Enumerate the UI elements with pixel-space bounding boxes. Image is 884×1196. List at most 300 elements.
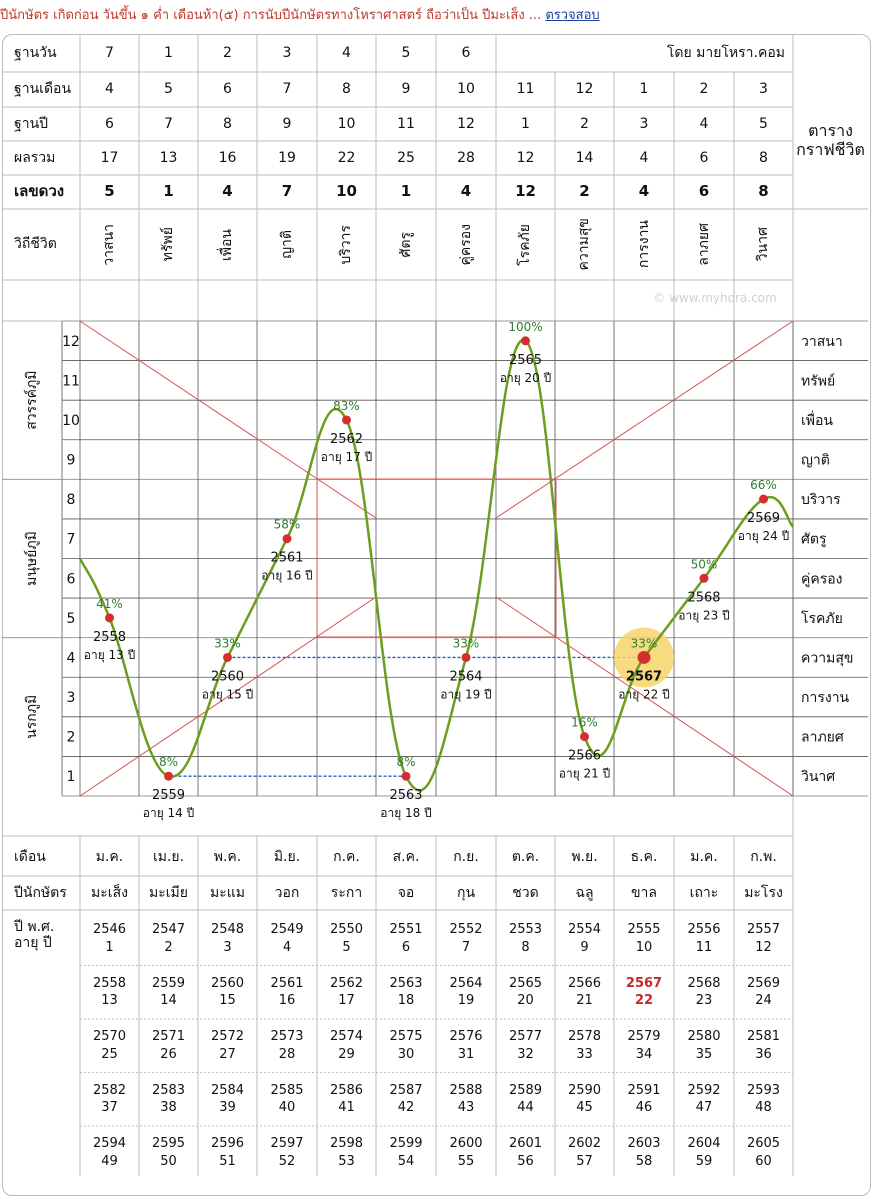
year-cell-value: 29 (338, 1046, 355, 1062)
year-cell-value: 60 (755, 1153, 772, 1169)
row-value: 6 (223, 81, 232, 98)
row-value: 6 (699, 149, 709, 166)
year-cell-value: 28 (278, 1046, 296, 1062)
row-value: 1 (521, 115, 530, 132)
row-value: 7 (282, 81, 292, 98)
row-value: 16 (218, 149, 237, 166)
data-point (580, 732, 589, 741)
data-point (283, 534, 292, 543)
year-cell (555, 1019, 614, 1073)
year-cell-value: 30 (397, 1046, 415, 1062)
point-age: อายุ 18 ปี (380, 806, 432, 821)
year-cell (80, 1073, 139, 1127)
year-cell-value: 24 (755, 993, 772, 1009)
year-cell-value: 7 (461, 939, 471, 955)
year-cell-value: 2547 (151, 922, 186, 938)
year-cell (139, 966, 198, 1020)
year-cell (317, 912, 376, 966)
zodiac-cell: มะแม (210, 884, 245, 901)
row-label: ฐานวัน (14, 44, 57, 61)
row-value: 17 (100, 149, 119, 166)
life-path-text: เพื่อน (219, 228, 236, 261)
row-value: 6 (105, 115, 114, 132)
year-cell-value: 2579 (627, 1029, 661, 1045)
year-cell-value: 5 (342, 939, 351, 955)
row-value: 11 (397, 115, 415, 132)
year-cell-value: 2558 (92, 975, 127, 991)
year-cell (376, 1073, 436, 1127)
point-age: อายุ 15 ปี (201, 687, 254, 702)
data-point (105, 613, 114, 622)
year-cell-value: 2601 (508, 1136, 543, 1152)
right-life-label: การงาน (801, 690, 850, 707)
year-cell-value: 2599 (389, 1136, 423, 1152)
year-cell-value: 2546 (92, 922, 127, 938)
point-percent: 83% (333, 398, 360, 413)
y-tick-label: 4 (66, 650, 76, 667)
year-cell (198, 1019, 257, 1073)
graph-title: ตาราง กราฟชีวิต (796, 121, 865, 159)
year-cell (80, 912, 139, 966)
life-path-cell (734, 212, 793, 277)
year-cell (139, 912, 198, 966)
year-cell-value: 2595 (151, 1136, 186, 1152)
row-value: 4 (638, 182, 650, 201)
row-value: 4 (105, 81, 114, 98)
year-cell-value: 2560 (210, 975, 245, 991)
zodiac-cell: ขาล (630, 884, 657, 901)
year-cell-value: 6 (401, 939, 411, 955)
row-value: 5 (104, 182, 115, 201)
point-percent: 33% (214, 636, 241, 651)
zone-label: มนุษย์ภูมิ (24, 531, 40, 586)
year-cell-value: 4 (282, 939, 292, 955)
row-value: 8 (223, 115, 232, 132)
year-cell (674, 912, 734, 966)
point-year: 2568 (687, 590, 721, 606)
point-age: อายุ 21 ปี (558, 766, 611, 781)
life-path-label: วิถีชีวิต (14, 236, 57, 253)
life-path-text: การงาน (635, 220, 652, 269)
year-cell (198, 966, 257, 1020)
y-tick-label: 8 (66, 492, 76, 509)
year-cell (198, 1073, 257, 1127)
row-value: 3 (282, 44, 292, 61)
point-percent: 100% (508, 319, 543, 334)
year-cell-value: 2585 (270, 1082, 304, 1098)
year-cell-value: 2594 (92, 1136, 127, 1152)
y-tick-label: 7 (66, 531, 76, 548)
year-cell (257, 1019, 317, 1073)
right-life-label: คู่ครอง (801, 571, 843, 588)
diagonal-line (80, 321, 376, 518)
point-percent: 8% (396, 755, 416, 770)
year-cell-value: 2551 (389, 922, 423, 938)
year-cell-value: 11 (695, 939, 713, 955)
row-value: 1 (164, 44, 173, 61)
year-cell-value: 2548 (210, 922, 245, 938)
year-cell (436, 966, 496, 1020)
row-value: 1 (400, 182, 412, 201)
year-cell (614, 1073, 674, 1127)
zodiac-cell: ระกา (330, 884, 363, 901)
year-cell-value: 2565 (508, 975, 543, 991)
row-value: 8 (759, 149, 768, 166)
year-cell-value: 35 (695, 1046, 713, 1062)
year-cell-value: 34 (635, 1046, 653, 1062)
right-life-label: ความสุข (801, 650, 854, 667)
year-cell-value: 2553 (508, 922, 543, 938)
point-age: อายุ 24 ปี (737, 529, 790, 544)
year-cell-value: 40 (278, 1100, 296, 1116)
year-cell-value: 37 (101, 1100, 118, 1116)
year-cell-value: 2586 (329, 1082, 364, 1098)
month-cell: ส.ค. (392, 848, 420, 865)
year-cell (139, 1126, 198, 1180)
year-cell (257, 1073, 317, 1127)
year-cell-value: 43 (457, 1100, 475, 1116)
point-year: 2559 (151, 788, 186, 804)
row-label: ฐานเดือน (14, 81, 72, 98)
point-percent: 33% (452, 636, 480, 651)
right-life-label: โรคภัย (801, 610, 843, 627)
life-path-cell (555, 212, 614, 277)
year-cell-value: 31 (457, 1046, 475, 1062)
point-year: 2561 (270, 550, 304, 566)
year-cell-value: 14 (160, 993, 177, 1009)
year-cell-value: 56 (517, 1153, 534, 1169)
life-path-text: วินาศ (755, 227, 772, 262)
month-cell: ต.ค. (511, 848, 540, 865)
zodiac-cell: จอ (397, 884, 415, 901)
point-percent: 58% (273, 517, 301, 532)
zodiac-cell: กุน (456, 884, 476, 901)
year-cell-value: 2561 (270, 975, 304, 991)
life-path-cell (80, 212, 139, 277)
life-path-text: คู่ครอง (457, 223, 474, 266)
point-year: 2563 (389, 788, 423, 804)
year-cell-value: 2566 (567, 975, 602, 991)
point-percent: 66% (750, 478, 777, 493)
point-percent: 41% (96, 596, 123, 611)
y-tick-label: 9 (66, 452, 76, 469)
year-cell-value: 26 (160, 1046, 177, 1062)
row-value: 10 (457, 81, 475, 98)
life-path-text: ความสุข (576, 218, 593, 271)
right-life-label: ศัตรู (801, 531, 827, 548)
year-cell (376, 1019, 436, 1073)
year-cell-value: 2590 (567, 1082, 602, 1098)
y-tick-label: 11 (62, 373, 80, 390)
point-percent: 8% (158, 755, 179, 770)
year-cell-value: 52 (278, 1153, 296, 1169)
life-path-cell (436, 212, 496, 277)
row-label: ผลรวม (14, 149, 56, 166)
year-cell (80, 966, 139, 1020)
year-cell-value: 57 (576, 1153, 593, 1169)
year-cell-value: 2602 (567, 1136, 602, 1152)
point-year: 2558 (92, 629, 127, 645)
point-year: 2564 (449, 669, 483, 685)
y-tick-label: 2 (66, 729, 76, 746)
year-cell (317, 1073, 376, 1127)
life-path-cell (674, 212, 734, 277)
row-value: 12 (575, 81, 594, 98)
zodiac-cell: มะเมีย (149, 884, 188, 901)
year-cell-value: 18 (397, 993, 415, 1009)
month-cell: ก.ย. (453, 848, 479, 865)
year-cell (674, 1019, 734, 1073)
year-cell-value: 2598 (329, 1136, 364, 1152)
year-cell-value: 16 (278, 993, 296, 1009)
year-cell (139, 1019, 198, 1073)
point-age: อายุ 22 ปี (618, 687, 670, 702)
year-cell (436, 1019, 496, 1073)
year-cell-value: 2580 (687, 1029, 721, 1045)
year-cell-value: 2552 (449, 922, 483, 938)
year-cell-value: 2584 (210, 1082, 245, 1098)
year-cell-value: 2597 (270, 1136, 304, 1152)
year-cell (376, 912, 436, 966)
zone-label: นรกภูมิ (24, 694, 40, 739)
year-cell-value: 53 (338, 1153, 355, 1169)
year-cell-value: 2596 (210, 1136, 245, 1152)
zodiac-cell: เถาะ (689, 884, 719, 901)
life-path-cell (614, 212, 674, 277)
zodiac-cell: ฉลู (575, 884, 594, 901)
life-path-cell (376, 212, 436, 277)
year-cell (80, 1126, 139, 1180)
year-cell-value: 46 (635, 1100, 653, 1116)
year-cell (734, 1126, 793, 1180)
row-label: ฐานปี (14, 115, 49, 132)
year-cell (614, 912, 674, 966)
year-cell-value: 2562 (329, 975, 364, 991)
year-cell-value: 2603 (627, 1136, 661, 1152)
year-cell (674, 1126, 734, 1180)
row-value: 7 (105, 44, 114, 61)
year-cell-value: 20 (517, 993, 534, 1009)
row-value: 4 (639, 149, 649, 166)
year-cell-value: 2 (164, 939, 173, 955)
right-life-label: ทรัพย์ (801, 373, 836, 390)
data-point (402, 772, 411, 781)
year-cell-value: 12 (755, 939, 772, 955)
row-value: 2 (579, 182, 590, 201)
year-cell-value: 2593 (746, 1082, 781, 1098)
life-path-cell (139, 212, 198, 277)
row-value: 5 (164, 81, 173, 98)
row-value: 2 (699, 81, 709, 98)
year-cell (376, 966, 436, 1020)
year-age-label-line: ปี พ.ศ. (14, 918, 55, 935)
data-point (462, 653, 471, 662)
year-cell (496, 912, 555, 966)
life-path-text: บริวาร (338, 224, 355, 265)
check-link[interactable]: ตรวจสอบ (545, 8, 600, 23)
year-cell-value: 2576 (449, 1029, 483, 1045)
row-value: 7 (281, 182, 293, 201)
data-point (342, 415, 351, 424)
data-point (700, 574, 709, 583)
year-cell-value: 2569 (746, 975, 781, 991)
year-cell-value: 8 (521, 939, 530, 955)
life-path-cell (257, 212, 317, 277)
row-value: 2 (223, 44, 232, 61)
life-path-text: ศัตรู (397, 231, 414, 258)
year-cell-value: 27 (219, 1046, 236, 1062)
year-cell-value: 59 (695, 1153, 713, 1169)
year-cell (614, 966, 674, 1020)
row-value: 4 (222, 182, 233, 201)
diagonal-line (496, 321, 793, 518)
zodiac-cell: วอก (274, 884, 300, 901)
year-cell-value: 2564 (449, 975, 483, 991)
month-cell: ม.ค. (690, 848, 718, 865)
point-age: อายุ 17 ปี (320, 449, 373, 464)
year-cell (80, 1019, 139, 1073)
point-age: อายุ 13 ปี (83, 647, 136, 662)
year-cell (257, 912, 317, 966)
year-cell-value: 44 (517, 1100, 534, 1116)
year-cell-value: 10 (635, 939, 653, 955)
year-cell-value: 2549 (270, 922, 304, 938)
year-cell (257, 1126, 317, 1180)
year-cell (257, 966, 317, 1020)
year-cell-value: 42 (397, 1100, 415, 1116)
life-curve (80, 340, 793, 790)
year-cell-value: 39 (219, 1100, 236, 1116)
year-cell-value: 2600 (449, 1136, 483, 1152)
year-cell-value: 22 (634, 993, 654, 1009)
year-cell-value: 2591 (627, 1082, 661, 1098)
year-cell (317, 1019, 376, 1073)
year-cell-value: 17 (338, 993, 355, 1009)
row-value: 3 (639, 115, 649, 132)
year-cell (734, 1019, 793, 1073)
row-value: 1 (639, 81, 649, 98)
year-cell (317, 966, 376, 1020)
y-tick-label: 12 (62, 333, 80, 350)
row-value: 19 (278, 149, 296, 166)
month-cell: ธ.ค. (630, 848, 658, 865)
zone-label: สวรรค์ภูมิ (24, 370, 40, 430)
row-value: 6 (461, 44, 471, 61)
row-value: 12 (516, 149, 535, 166)
year-cell-value: 58 (635, 1153, 653, 1169)
y-tick-label: 10 (62, 412, 80, 429)
row-value: 1 (163, 182, 174, 201)
year-cell (496, 966, 555, 1020)
point-age: อายุ 19 ปี (440, 687, 492, 702)
life-path-cell (496, 212, 555, 277)
year-cell-value: 2571 (151, 1029, 186, 1045)
year-cell (674, 1073, 734, 1127)
row-value: 3 (759, 81, 768, 98)
life-path-text: ทรัพย์ (160, 227, 177, 262)
year-cell (198, 912, 257, 966)
point-year: 2562 (329, 431, 364, 447)
life-path-text: ลาภยศ (695, 223, 712, 266)
point-percent: 33% (630, 636, 658, 651)
year-cell-value: 2555 (627, 922, 661, 938)
year-cell-value: 32 (517, 1046, 534, 1062)
y-tick-label: 1 (66, 769, 76, 786)
year-cell-value: 9 (580, 939, 589, 955)
year-cell-value: 47 (695, 1100, 713, 1116)
year-cell-value: 2573 (270, 1029, 304, 1045)
row-value: 4 (699, 115, 709, 132)
month-cell: พ.ย. (571, 848, 598, 865)
year-cell-value: 2587 (389, 1082, 423, 1098)
year-cell-value: 2581 (746, 1029, 781, 1045)
year-cell-value: 38 (160, 1100, 177, 1116)
year-cell (436, 912, 496, 966)
year-cell (496, 1126, 555, 1180)
row-value: 11 (516, 81, 535, 98)
right-life-label: วินาศ (801, 769, 836, 786)
year-cell-value: 49 (101, 1153, 118, 1169)
year-cell-value: 41 (338, 1100, 355, 1116)
year-cell-value: 2563 (389, 975, 423, 991)
life-path-text: ญาติ (278, 230, 295, 259)
year-cell-value: 21 (576, 993, 593, 1009)
month-cell: ก.ค. (333, 848, 360, 865)
year-cell-value: 15 (219, 993, 236, 1009)
year-cell (734, 966, 793, 1020)
row-value: 9 (282, 115, 292, 132)
year-cell-value: 2559 (151, 975, 186, 991)
row-label: เลขดวง (14, 182, 65, 201)
year-cell-value: 2557 (746, 922, 781, 938)
row-value: 6 (698, 182, 710, 201)
year-cell-value: 2604 (687, 1136, 721, 1152)
year-cell-value: 51 (219, 1153, 236, 1169)
data-point (759, 495, 768, 504)
life-path-text: โรคภัย (517, 223, 534, 266)
header-text: ปีนักษัตร เกิดก่อน วันขึ้น ๑ ค่ำ เดือนห้า(๕) การนับปีนักษัตรทางโหราศาสตร์ ถือว่าเป็น ปีมะเส็ง ... (0, 8, 546, 23)
row-value: 13 (159, 149, 178, 166)
year-cell-value: 2588 (449, 1082, 483, 1098)
right-life-label: วาสนา (801, 333, 843, 350)
year-cell-value: 50 (160, 1153, 177, 1169)
year-cell (376, 1126, 436, 1180)
year-cell (436, 1073, 496, 1127)
zodiac-label: ปีนักษัตร (14, 884, 67, 901)
point-age: อายุ 14 ปี (142, 806, 195, 821)
year-cell-value: 2574 (329, 1029, 364, 1045)
month-cell: ม.ค. (95, 848, 124, 865)
row-value: 25 (397, 149, 415, 166)
right-life-label: บริวาร (801, 492, 841, 509)
point-age: อายุ 16 ปี (261, 568, 313, 583)
year-cell-value: 1 (105, 939, 114, 955)
month-cell: พ.ค. (213, 848, 242, 865)
year-cell (317, 1126, 376, 1180)
year-cell (555, 1073, 614, 1127)
year-cell (496, 1019, 555, 1073)
year-cell-value: 3 (223, 939, 232, 955)
year-cell (555, 912, 614, 966)
year-cell-value: 45 (576, 1100, 593, 1116)
row-value: 9 (401, 81, 411, 98)
row-value: 4 (460, 182, 472, 201)
right-life-label: ญาติ (801, 452, 830, 469)
year-age-label-line: อายุ ปี (14, 935, 52, 951)
year-cell-value: 2592 (687, 1082, 721, 1098)
year-cell-value: 25 (101, 1046, 118, 1062)
row-value: 8 (758, 182, 769, 201)
